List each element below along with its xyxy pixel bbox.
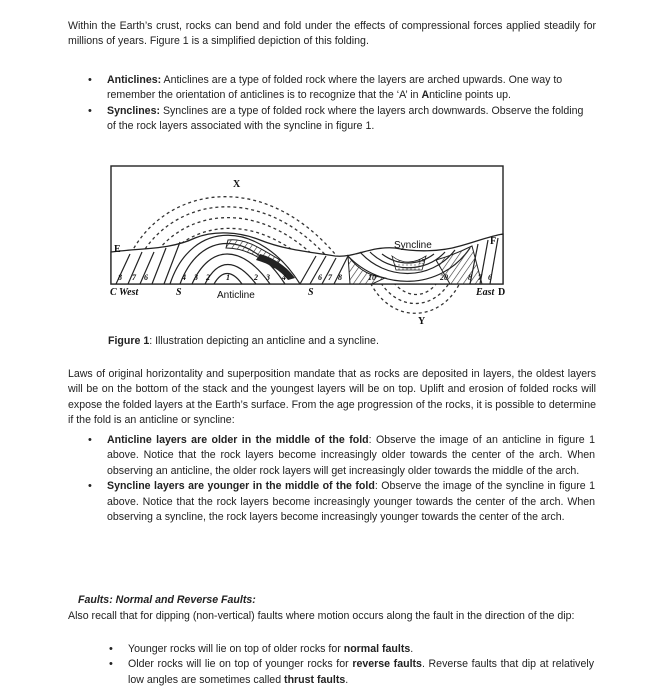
term-thrust-faults: thrust faults	[284, 673, 346, 686]
bullet-icon: •	[88, 434, 92, 446]
layer-num: 3	[266, 273, 270, 282]
list-item	[88, 104, 595, 135]
caption-text: : Illustration depicting an anticline and a syncline.	[149, 335, 379, 347]
layer-num: 8	[118, 273, 122, 282]
layer-num: 3	[194, 273, 198, 282]
layer-num: 6	[144, 273, 148, 282]
bullet-icon: •	[88, 74, 92, 86]
term-synclines: Synclines:	[107, 104, 160, 117]
rule-anticline-term: Anticline layers are older in the middle of the fold	[107, 434, 369, 446]
label-west: C West	[110, 287, 139, 298]
term-reverse-faults: reverse faults	[352, 658, 422, 671]
fault-rule-text: .	[410, 643, 414, 655]
anticline-definition-end: nticline points up.	[429, 89, 511, 102]
layer-num: 8	[338, 273, 342, 282]
list-item	[88, 73, 595, 104]
anticline-definition: Anticlines are a type of folded rock where the layers are arched upwards. One way to remember the orientation of anticlines is to recognize that the ‘A’ in	[107, 74, 563, 102]
fault-rule-text: .	[345, 673, 349, 686]
label-f: F	[490, 236, 497, 247]
layer-num: 8	[468, 273, 472, 282]
bullet-icon: •	[88, 104, 92, 117]
laws-paragraph: Laws of original horizontality and superposition mandate that as rocks are deposited in layers, the oldest layers will be on the bottom of the stack and the youngest layers will be on top. Uplift and erosion of folded rocks will expose the folded layers at the Earth’s surface. From the age progression of the rocks, it is possible to determine if the fold is an anticline or syncline:	[68, 368, 597, 427]
layer-num: 7	[132, 273, 136, 282]
layer-num: 10	[368, 273, 376, 282]
layer-num: 7	[328, 273, 332, 282]
fault-rule-text: Older rocks will lie on top of younger rocks for	[128, 658, 353, 671]
list-item	[109, 657, 594, 688]
layer-num: 6	[488, 273, 492, 282]
layer-num: 1	[226, 273, 230, 282]
label-s-right: S	[308, 287, 314, 298]
caption-label: Figure 1	[108, 335, 150, 347]
fold-types-list	[88, 73, 595, 135]
bullet-icon: •	[109, 643, 113, 655]
list-item	[109, 642, 594, 657]
emphasis-a: A	[421, 89, 430, 102]
label-syncline: Syncline	[394, 240, 432, 251]
list-item	[88, 433, 595, 479]
figure-caption	[108, 334, 379, 349]
layer-num: 4	[182, 273, 186, 282]
layer-num: 2	[254, 273, 258, 282]
label-s-left: S	[176, 287, 182, 298]
label-y: Y	[418, 316, 426, 327]
fault-rules-list	[109, 642, 594, 688]
fault-rule-text: Younger rocks will lie on top of older rocks for	[128, 643, 344, 655]
rule-anticline-text: : Observe the image of an anticline in figure 1 above. Notice that the rock layers become increasingly older towards the center of the arch. When observing an anticline, the older rock layers will get increasingly older towards the middle of the arch.	[107, 434, 595, 477]
figure-1	[110, 160, 505, 330]
intro-paragraph: Within the Earth’s crust, rocks can bend and fold under the effects of compressional forces applied steadily for millions of years. Figure 1 is a simplified depiction of this folding.	[68, 20, 596, 48]
fold-illustration	[110, 160, 505, 330]
faults-intro: Also recall that for dipping (non-vertical) faults where motion occurs along the fault in the direction of the dip:	[68, 610, 575, 622]
layer-num: 7	[478, 273, 482, 282]
rule-syncline-text: : Observe the image of the syncline in figure 1 above. Notice that the rock layers become increasingly younger towards the center of the arch. When observing a syncline, the rock layers become increasingly younger towards the center of the arch.	[107, 480, 595, 524]
bullet-icon: •	[109, 658, 113, 671]
label-x: X	[233, 179, 241, 190]
label-east: East	[476, 287, 495, 298]
list-item	[88, 479, 595, 525]
syncline-definition: Synclines are a type of folded rock where the layers arch downwards. Observe the folding of the rock layers associated with the syncline in figure 1.	[107, 104, 584, 133]
bullet-icon: •	[88, 480, 92, 493]
faults-heading: Faults: Normal and Reverse Faults:	[78, 594, 256, 606]
layer-num: 4	[282, 273, 286, 282]
layer-num: 6	[318, 273, 322, 282]
label-anticline: Anticline	[217, 290, 255, 301]
label-e: E	[114, 244, 121, 255]
rule-syncline-term: Syncline layers are younger in the middle of the fold	[107, 480, 375, 493]
layer-num: 2	[206, 273, 210, 282]
label-13: 13	[418, 258, 425, 266]
term-anticlines: Anticlines:	[107, 74, 162, 86]
label-d: D	[498, 287, 505, 298]
fault-rule-text: . Reverse faults that dip at relatively low angles are sometimes called	[128, 658, 594, 686]
age-rules-list	[88, 433, 595, 525]
term-normal-faults: normal faults	[343, 643, 411, 655]
layer-num: 20	[440, 273, 448, 282]
